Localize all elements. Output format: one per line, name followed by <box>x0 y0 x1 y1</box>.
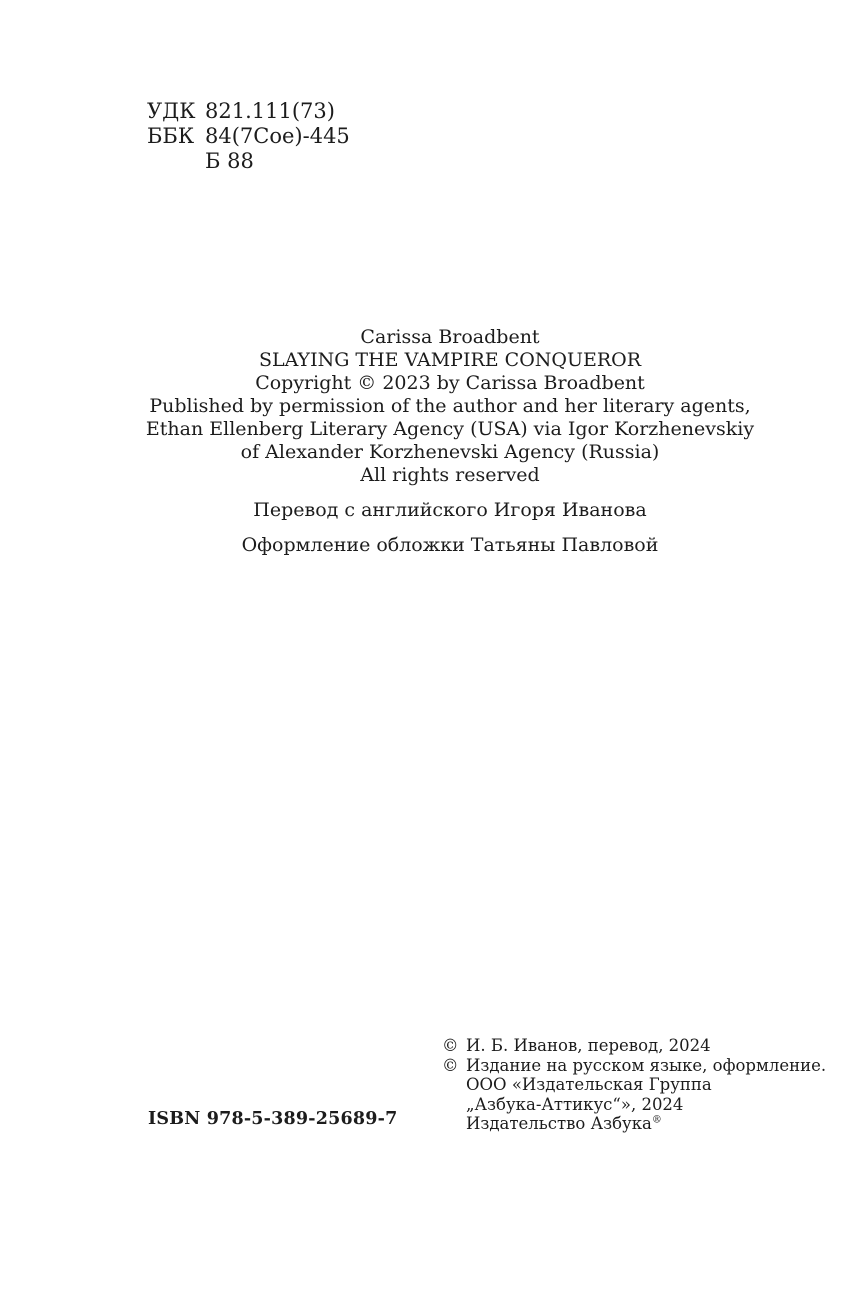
author-sign-row <box>147 149 350 174</box>
colophon-row <box>442 1036 826 1056</box>
colophon-block <box>442 1036 826 1134</box>
copyright-line: Copyright © 2023 by Carissa Broadbent <box>255 372 645 394</box>
registered-trademark-symbol: ® <box>651 1114 662 1126</box>
permission-line-2: Ethan Ellenberg Literary Agency (USA) via Igor Korzhenevskiy <box>145 418 755 440</box>
copyright-symbol: © <box>442 1055 459 1075</box>
copyright-symbol: © <box>442 1036 459 1055</box>
publisher-group-line-1: ООО «Издательская Группа <box>466 1075 712 1094</box>
permission-line-1: Published by permission of the author and her literary agents, <box>149 395 751 417</box>
publisher-imprint: Издательство Азбука® <box>466 1114 662 1133</box>
colophon-row <box>442 1056 826 1076</box>
author-name: Carissa Broadbent <box>360 326 540 348</box>
author-sign: Б 88 <box>205 149 254 173</box>
translation-credit: Перевод с английского Игоря Иванова <box>253 499 647 521</box>
udk-label: УДК <box>147 99 196 123</box>
udk-row <box>147 99 350 124</box>
original-title: SLAYING THE VAMPIRE CONQUEROR <box>258 349 642 371</box>
publisher-group-line-2: „Азбука-Аттикус“», 2024 <box>466 1094 684 1114</box>
udk-value: 821.111(73) <box>205 99 335 123</box>
all-rights-reserved: All rights reserved <box>360 464 540 486</box>
colophon-row <box>442 1095 826 1115</box>
translator-copyright: И. Б. Иванов, перевод, 2024 <box>466 1036 711 1055</box>
edition-copyright: Издание на русском языке, оформление. <box>466 1055 827 1075</box>
bbk-row <box>147 124 350 149</box>
bbk-value: 84(7Сое)-445 <box>205 124 350 148</box>
classification-block <box>147 99 350 174</box>
cover-design-credit: Оформление обложки Татьяны Павловой <box>241 534 659 556</box>
permission-line-3: of Alexander Korzhenevski Agency (Russia) <box>240 441 660 463</box>
colophon-row <box>442 1114 826 1134</box>
rights-block <box>44 326 856 557</box>
colophon-row <box>442 1075 826 1095</box>
isbn-number: ISBN 978-5-389-25689-7 <box>148 1109 398 1129</box>
bbk-label: ББК <box>147 124 195 148</box>
